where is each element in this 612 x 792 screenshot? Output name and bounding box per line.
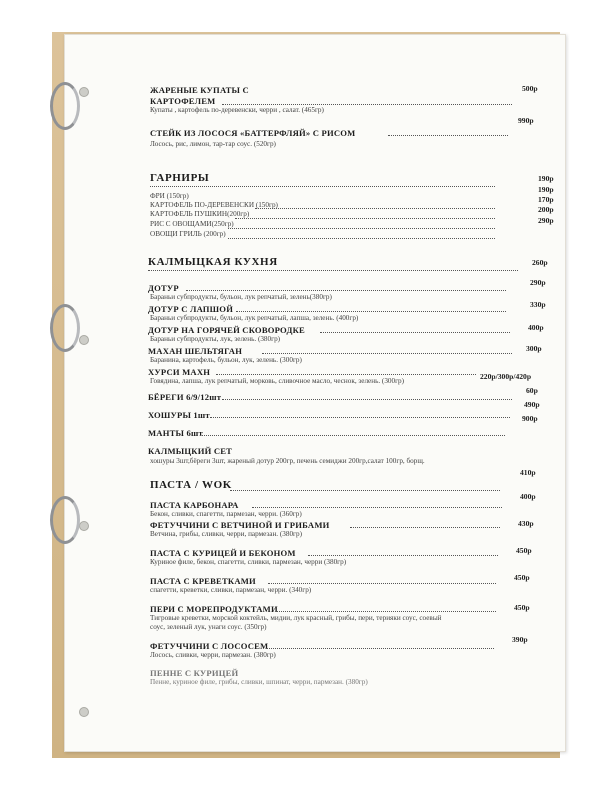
dot-leader [216, 374, 476, 375]
menu-item-name: ПАСТА С КУРИЦЕЙ И БЕКОНОМ [150, 548, 296, 558]
menu-item-price: 500р [522, 84, 538, 93]
menu-item-name: КАРТОФЕЛЬ ПО-ДЕРЕВЕНСКИ (150гр) [150, 201, 278, 209]
menu-item-name: ДОТУР НА ГОРЯЧЕЙ СКОВОРОДКЕ [148, 325, 305, 335]
menu-item-description: Бекон, сливки, спагетти, пармезан, черри. (360гр) [150, 510, 302, 518]
section-price: 260р [532, 258, 548, 267]
punch-hole [79, 335, 89, 345]
menu-item-name: ФЕТУЧЧИНИ С ВЕТЧИНОЙ И ГРИБАМИ [150, 520, 330, 530]
menu-item-price: 200р [538, 205, 554, 214]
menu-item-description: Купаты , картофель по-деревенски, черри , салат. (465гр) [150, 106, 324, 114]
menu-item-price: 290р [538, 216, 554, 225]
dot-leader [388, 135, 508, 136]
menu-item-price: 300р [526, 344, 542, 353]
menu-item-name: МАХАН ШЕЛЬТЯГАН [148, 346, 243, 356]
menu-item-price: 330р [530, 300, 546, 309]
menu-item-description: Лосось, рис, лимон, тар-тар соус. (520гр) [150, 140, 276, 148]
section-title-garnish: ГАРНИРЫ [150, 172, 210, 184]
menu-item-name: СТЕЙК ИЗ ЛОСОСЯ «БАТТЕРФЛЯЙ» С РИСОМ [150, 128, 356, 138]
dot-leader [186, 290, 506, 291]
menu-item-description: соус, зеленый лук, унаги соус. (350гр) [150, 623, 267, 631]
menu-item-price: 220р/300р/420р [480, 372, 532, 381]
menu-item-description: Баранина, картофель, бульон, лук, зелень. (300гр) [150, 356, 302, 364]
binder-ring [50, 496, 80, 544]
dot-leader [222, 399, 512, 400]
menu-item-price: 450р [516, 546, 532, 555]
menu-item-name: ХОШУРЫ 1шт [148, 410, 210, 420]
dot-leader [255, 208, 495, 209]
menu-item-name: ХУРСИ МАХН [148, 367, 211, 377]
dot-leader [235, 218, 495, 219]
section-title-pasta: ПАСТА / WOK [150, 479, 232, 491]
menu-item-name: РИС С ОВОЩАМИ(250гр) [150, 220, 234, 228]
dot-leader [266, 648, 494, 649]
menu-item-price: 390р [512, 635, 528, 644]
punch-hole [79, 87, 89, 97]
dot-leader [228, 228, 495, 229]
punch-hole [79, 707, 89, 717]
menu-item-description: хошуры 3шт,бёреги 3шт, жареный дотур 200гр, печень семиджи 200гр,салат 100гр, борщ. [150, 457, 425, 465]
menu-item-name: КАРТОФЕЛЕМ [150, 96, 216, 106]
menu-item-description: Куриное филе, бекон, спагетти, сливки, пармезан, черри (380гр) [150, 558, 347, 566]
dot-leader [268, 583, 496, 584]
menu-item-description: Лосось, сливки, черри, пармезан. (380гр) [150, 651, 276, 659]
dot-leader [276, 611, 496, 612]
menu-item-description: Пенне, куриное филе, грибы, сливки, шпинат, черри, пармезан. (380гр) [150, 678, 368, 686]
menu-item-description: Бараньи субпродукты, бульон, лук репчатый, лапша, зелень. (400гр) [150, 314, 359, 322]
menu-item-name: БЁРЕГИ 6/9/12шт [148, 392, 222, 402]
menu-item-description: спагетти, креветки, сливки, пармезан, черри. (340гр) [150, 586, 312, 594]
menu-item-name: ОВОЩИ ГРИЛЬ (200гр) [150, 230, 226, 238]
dot-leader [236, 311, 506, 312]
menu-item-price: 290р [530, 278, 546, 287]
dot-leader [350, 527, 500, 528]
menu-item-price: 450р [514, 603, 530, 612]
dot-leader [148, 270, 518, 271]
punch-hole [79, 521, 89, 531]
menu-item-name: КАЛМЫЦКИЙ СЕТ [148, 446, 233, 456]
menu-item-price: 400р [528, 323, 544, 332]
dot-leader [200, 435, 505, 436]
menu-item-price: 190р [538, 185, 554, 194]
menu-item-price: 170р [538, 195, 554, 204]
menu-item-price: 60р [526, 386, 538, 395]
menu-item-name: ДОТУР С ЛАПШОЙ [148, 304, 234, 314]
menu-item-name: ФЕТУЧЧИНИ С ЛОСОСЕМ [150, 641, 269, 651]
menu-item-name: ЖАРЕНЫЕ КУПАТЫ С [150, 85, 249, 95]
menu-item-description: Тигровые креветки, морской коктейль, мидии, лук красный, грибы, пери, терияки соус, соевый [150, 614, 442, 622]
menu-item-price: 900р [522, 414, 538, 423]
menu-item-name: ПЕРИ С МОРЕПРОДУКТАМИ [150, 604, 278, 614]
menu-item-price: 190р [538, 174, 554, 183]
menu-item-name: ПАСТА КАРБОНАРА [150, 500, 239, 510]
dot-leader [320, 332, 510, 333]
dot-leader [252, 507, 502, 508]
menu-item-name: ПАСТА С КРЕВЕТКАМИ [150, 576, 256, 586]
dot-leader [222, 104, 512, 105]
menu-item-price: 400р [520, 492, 536, 501]
menu-item-description: Ветчина, грибы, сливки, черри, пармезан. (380гр) [150, 530, 302, 538]
menu-item-name: ДОТУР [148, 283, 179, 293]
menu-item-description: Говядина, лапша, лук репчатый, морковь, сливочное масло, чеснок, зелень. (300гр) [150, 377, 405, 385]
dot-leader [262, 353, 512, 354]
menu-item-name: КАРТОФЕЛЬ ПУШКИН(200гр) [150, 210, 250, 218]
menu-page [64, 34, 566, 752]
menu-item-price: 990р [518, 116, 534, 125]
dot-leader [308, 555, 498, 556]
dot-leader [150, 186, 495, 187]
menu-item-description: Бараньи субпродукты, лук, зелень. (380гр) [150, 335, 281, 343]
menu-item-price: 450р [514, 573, 530, 582]
menu-item-price: 490р [524, 400, 540, 409]
menu-item-name: ФРИ (150гр) [150, 192, 189, 200]
menu-item-description: Бараньи субпродукты, бульон, лук репчатый, зелень(380гр) [150, 293, 332, 301]
dot-leader [228, 238, 495, 239]
menu-item-name: МАНТЫ 6шт [148, 428, 203, 438]
binder-ring [50, 304, 80, 352]
menu-item-price: 430р [518, 519, 534, 528]
section-title-kalmyk: КАЛМЫЦКАЯ КУХНЯ [148, 256, 278, 268]
dot-leader [230, 490, 500, 491]
section-price: 410р [520, 468, 536, 477]
binder-ring [50, 82, 80, 130]
dot-leader [210, 417, 510, 418]
menu-item-name: ПЕННЕ С КУРИЦЕЙ [150, 668, 239, 678]
